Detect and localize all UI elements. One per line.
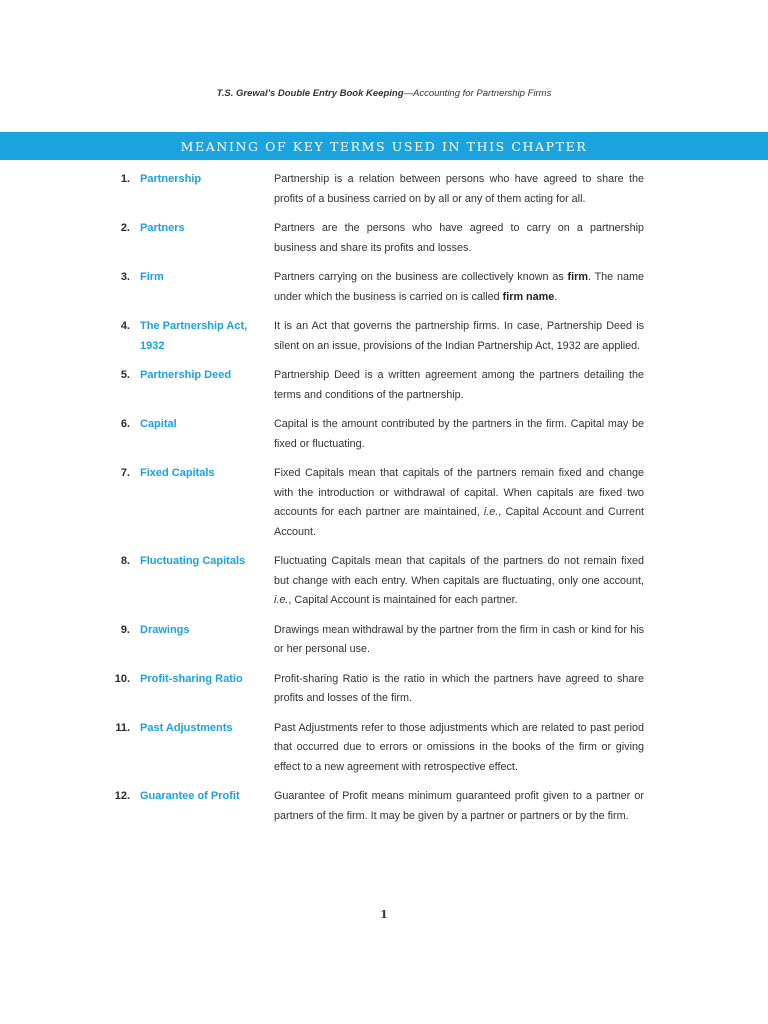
key-terms-list xyxy=(0,170,768,836)
term-row xyxy=(0,670,768,709)
term-row xyxy=(0,552,768,611)
term-definition xyxy=(274,670,644,709)
term-row xyxy=(0,268,768,307)
term-definition-italic: i.e. xyxy=(483,506,499,518)
term-name: Partners xyxy=(140,222,185,234)
term-definition-text: Partners are the persons who have agreed to carry on a partnership business and share its profits and losses. xyxy=(274,222,644,254)
term-row xyxy=(0,787,768,826)
term-number: 6. xyxy=(120,418,130,430)
term-name: Partnership Deed xyxy=(140,369,232,381)
term-name: Drawings xyxy=(140,623,190,636)
term-definition xyxy=(274,268,644,307)
section-banner-title: MEANING OF KEY TERMS USED IN THIS CHAPTER xyxy=(180,138,588,154)
term-number: 9. xyxy=(120,623,130,636)
term-definition-text: Capital is the amount contributed by the partners in the firm. Capital may be fixed or fluctuating. xyxy=(274,418,644,450)
term-name: Partnership xyxy=(140,173,202,185)
term-row xyxy=(0,415,768,454)
term-definition xyxy=(274,317,644,356)
term-definition xyxy=(274,170,644,209)
term-name: Fluctuating Capitals xyxy=(140,555,246,567)
term-row xyxy=(0,219,768,258)
term-row xyxy=(0,317,768,356)
term-definition-text: Past Adjustments refer to those adjustments which are related to past period that occurred due to errors or omissions in the books of the firm or giving effect to a new agreement with retrospective effect. xyxy=(274,721,644,773)
term-row xyxy=(0,719,768,778)
term-number: 1. xyxy=(120,173,130,185)
term-definition-text: , Capital Account is maintained for each partner. xyxy=(288,594,518,606)
term-row xyxy=(0,464,768,542)
term-number: 7. xyxy=(120,467,130,479)
term-definition xyxy=(274,552,644,611)
term-definition-text: Fixed Capitals mean that capitals of the partners remain fixed and change with the introduction or withdrawal of capital. When capitals are fixed two accounts for each partner are maintained, xyxy=(274,467,644,518)
term-definition-text: Partners carrying on the business are collectively known as xyxy=(274,271,568,283)
term-number: 2. xyxy=(120,222,130,234)
term-name: Profit-sharing Ratio xyxy=(140,672,243,685)
term-definition-text: Profit-sharing Ratio is the ratio in which the partners have agreed to share profits and losses of the firm. xyxy=(274,672,644,704)
term-row xyxy=(0,170,768,209)
term-number: 10. xyxy=(114,672,130,685)
section-banner xyxy=(0,132,768,160)
term-definition xyxy=(274,787,644,826)
term-number: 8. xyxy=(120,555,130,567)
term-definition xyxy=(274,366,644,405)
term-definition-text: It is an Act that governs the partnership firms. In case, Partnership Deed is silent on an issue, provisions of the Indian Partnership Act, 1932 are applied. xyxy=(274,320,644,352)
term-row xyxy=(0,366,768,405)
running-head-book-title: T.S. Grewal's Double Entry Book Keeping xyxy=(216,88,404,99)
term-name: Capital xyxy=(140,418,177,430)
term-definition xyxy=(274,621,644,660)
term-row xyxy=(0,621,768,660)
term-name: The Partnership Act, 1932 xyxy=(140,320,248,352)
term-definition-text: Partnership Deed is a written agreement among the partners detailing the terms and conditions of the partnership. xyxy=(274,369,644,401)
term-definition xyxy=(274,415,644,454)
term-number: 11. xyxy=(115,721,130,734)
running-head-chapter-title: Accounting for Partnership Firms xyxy=(413,88,552,99)
term-definition-italic: i.e. xyxy=(274,594,289,606)
running-head-dash: — xyxy=(403,88,413,99)
term-definition-text: , Capital Account and Current Account. xyxy=(274,506,644,538)
term-name: Firm xyxy=(140,271,164,283)
term-definition-text: Fluctuating Capitals mean that capitals of the partners do not remain fixed but change with each entry. When capitals are fluctuating, only one account, xyxy=(274,555,644,587)
term-definition-text: . xyxy=(554,290,558,303)
term-definition-text: . The name under which the business is carried on is called xyxy=(274,271,644,303)
term-number: 5. xyxy=(120,369,130,381)
term-name: Past Adjustments xyxy=(140,721,233,734)
running-head xyxy=(0,88,768,99)
term-number: 4. xyxy=(120,320,130,332)
term-name: Guarantee of Profit xyxy=(140,790,240,802)
term-definition-bold: firm name xyxy=(502,290,555,303)
term-definition-text: Partnership is a relation between persons who have agreed to share the profits of a business carried on by all or any of them acting for all. xyxy=(274,173,644,205)
term-definition-bold: firm xyxy=(567,271,588,283)
term-definition xyxy=(274,219,644,258)
term-definition xyxy=(274,464,644,542)
term-definition-text: Guarantee of Profit means minimum guaranteed profit given to a partner or partners of the firm. It may be given by a partner or partners or by the firm. xyxy=(274,790,644,822)
term-number: 12. xyxy=(114,790,130,802)
term-name: Fixed Capitals xyxy=(140,467,215,479)
term-definition xyxy=(274,719,644,778)
term-number: 3. xyxy=(120,271,130,283)
page-number: 1 xyxy=(380,908,388,921)
term-definition-text: Drawings mean withdrawal by the partner from the firm in cash or kind for his or her personal use. xyxy=(274,623,644,655)
